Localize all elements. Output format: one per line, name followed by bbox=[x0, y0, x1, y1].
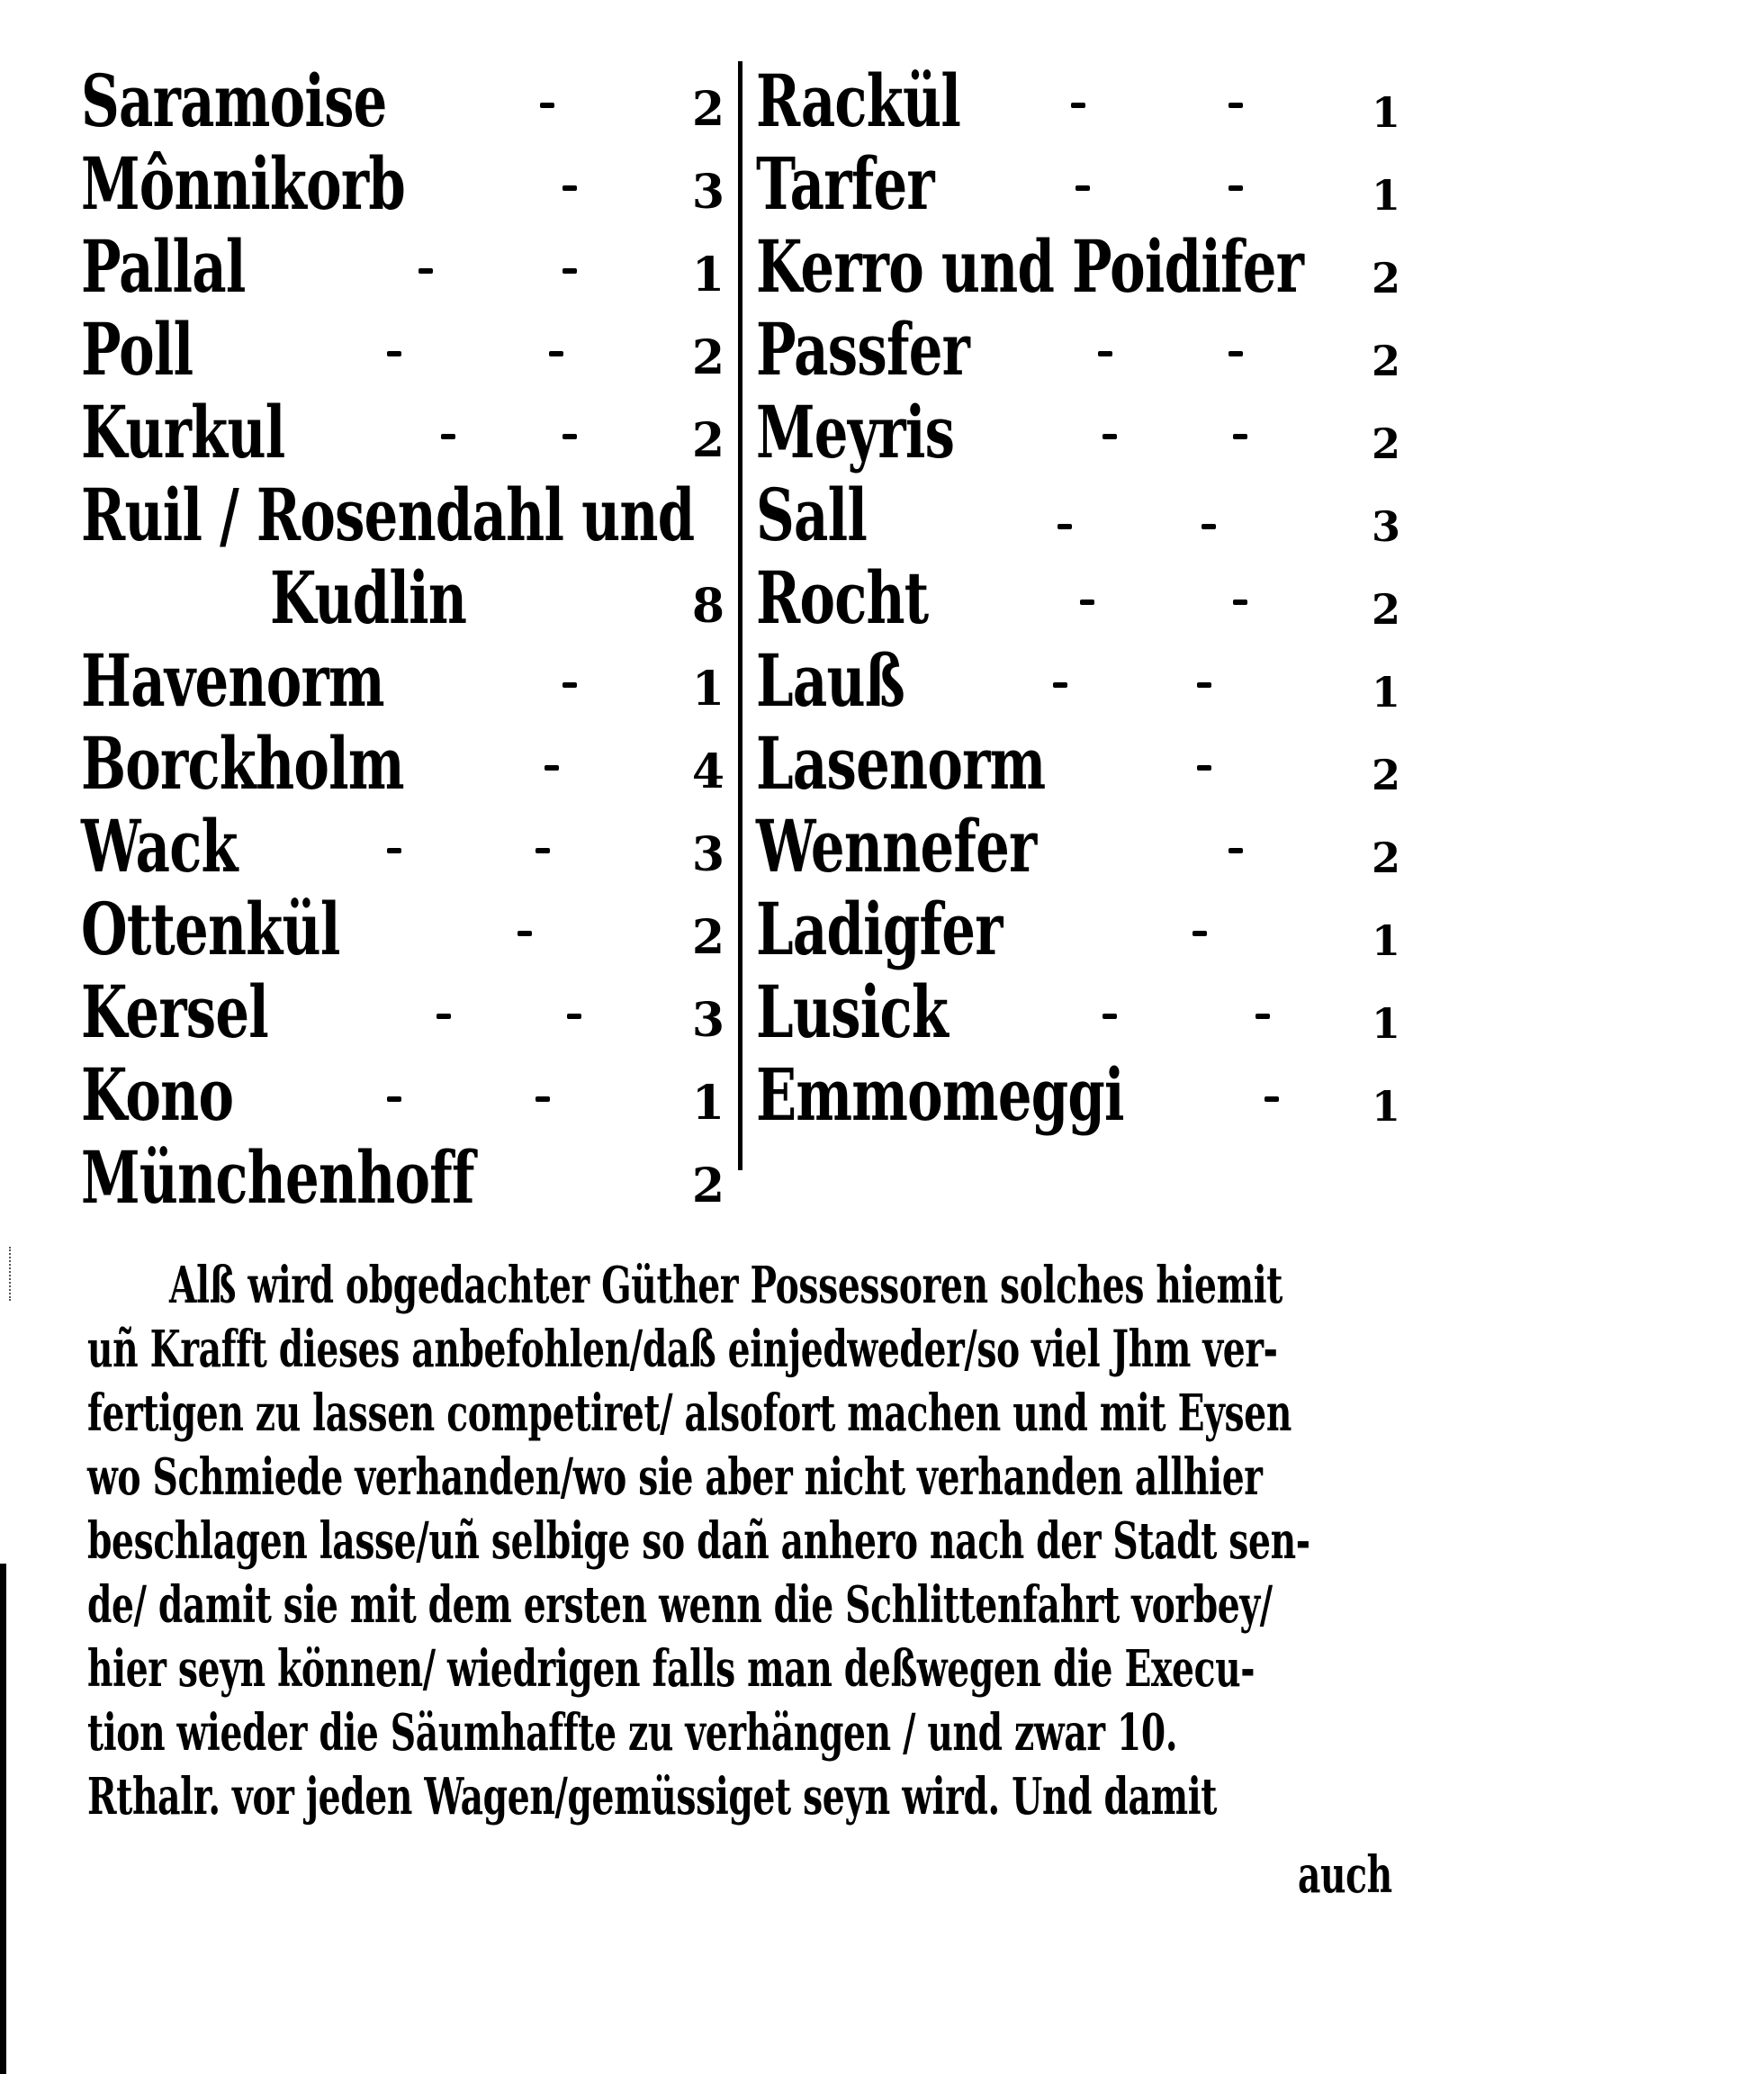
estate-count: 2 bbox=[691, 82, 724, 137]
estate-name: Ottenkül bbox=[81, 887, 340, 971]
list-item bbox=[81, 717, 724, 806]
estate-count: 4 bbox=[691, 744, 724, 799]
list-item bbox=[81, 882, 724, 971]
paragraph-line: beschlagen lasse/uñ selbige so dañ anhero nach der Stadt sen- bbox=[87, 1511, 1310, 1571]
estate-count: 1 bbox=[1371, 88, 1400, 137]
list-item bbox=[81, 1131, 724, 1220]
estate-count: 2 bbox=[1371, 834, 1400, 882]
dash-leader bbox=[1197, 765, 1211, 771]
paragraph-line: hier seyn können/ wiedrigen falls man deßwegen die Execu- bbox=[87, 1639, 1256, 1699]
dash-leader bbox=[1058, 524, 1072, 529]
estate-name: Sall bbox=[756, 473, 868, 557]
list-item bbox=[756, 1048, 1422, 1137]
list-item bbox=[81, 551, 724, 640]
dash-leader bbox=[549, 351, 563, 356]
estate-count: 1 bbox=[1371, 916, 1400, 965]
estate-name: Pallal bbox=[81, 224, 246, 309]
estate-name: Meyris bbox=[756, 390, 955, 474]
list-item bbox=[81, 1048, 724, 1137]
list-item bbox=[756, 799, 1422, 888]
list-item bbox=[81, 385, 724, 474]
dash-leader bbox=[387, 351, 401, 356]
dash-leader bbox=[1076, 185, 1090, 191]
estate-name: Tarfer bbox=[756, 141, 934, 226]
dash-leader bbox=[1233, 434, 1247, 439]
dash-leader bbox=[1233, 600, 1247, 605]
estate-name: Passfer bbox=[756, 307, 970, 392]
list-item bbox=[756, 468, 1422, 557]
list-item bbox=[756, 137, 1422, 226]
column-divider bbox=[738, 61, 742, 1170]
estate-count: 1 bbox=[1371, 1082, 1400, 1131]
estate-count: 2 bbox=[691, 910, 724, 965]
paragraph-line: tion wieder die Säumhaffte zu verhängen / und zwar 10. bbox=[87, 1703, 1178, 1763]
estate-count: 3 bbox=[691, 827, 724, 882]
estate-name: Münchenhoff bbox=[81, 1135, 474, 1220]
estate-name: Kerro und Poidifer bbox=[756, 224, 1304, 309]
scan-margin-specks bbox=[9, 1247, 13, 1301]
estate-count: 1 bbox=[1371, 999, 1400, 1048]
list-item bbox=[81, 634, 724, 723]
estate-count: 2 bbox=[691, 1159, 724, 1213]
dash-leader bbox=[1080, 600, 1094, 605]
estate-count: 1 bbox=[1371, 668, 1400, 717]
dash-leader bbox=[436, 1014, 451, 1019]
estate-count: 1 bbox=[691, 662, 724, 717]
dash-leader bbox=[1192, 931, 1207, 936]
estate-count: 1 bbox=[1371, 171, 1400, 220]
dash-leader bbox=[544, 765, 559, 771]
estate-count: 2 bbox=[691, 330, 724, 385]
dash-leader bbox=[536, 848, 550, 853]
list-item bbox=[81, 468, 724, 557]
list-item bbox=[756, 965, 1422, 1054]
dash-leader bbox=[562, 185, 577, 191]
dash-leader bbox=[518, 931, 532, 936]
dash-leader bbox=[387, 848, 401, 853]
list-item bbox=[81, 965, 724, 1054]
list-item bbox=[756, 54, 1422, 143]
list-item bbox=[81, 799, 724, 888]
paragraph-line: wo Schmiede verhanden/wo sie aber nicht verhanden allhier bbox=[87, 1447, 1263, 1507]
dash-leader bbox=[1264, 1096, 1279, 1102]
dash-leader bbox=[540, 103, 554, 108]
dash-leader bbox=[1102, 434, 1117, 439]
dash-leader bbox=[1228, 351, 1243, 356]
dash-leader bbox=[562, 434, 577, 439]
list-item bbox=[81, 137, 724, 226]
paragraph-line: de/ damit sie mit dem ersten wenn die Schlittenfahrt vorbey/ bbox=[87, 1575, 1273, 1635]
estate-count: 2 bbox=[1371, 419, 1400, 468]
estate-count: 1 bbox=[691, 248, 724, 302]
estate-count: 3 bbox=[1371, 502, 1400, 551]
list-item bbox=[756, 551, 1422, 640]
dash-leader bbox=[387, 1096, 401, 1102]
estate-name: Ladigfer bbox=[756, 887, 1003, 971]
dash-leader bbox=[1071, 103, 1085, 108]
dash-leader bbox=[1102, 1014, 1117, 1019]
dash-leader bbox=[1228, 848, 1243, 853]
list-item bbox=[756, 717, 1422, 806]
estate-name: Lauß bbox=[756, 638, 905, 723]
estate-name: Lasenorm bbox=[756, 721, 1046, 806]
estate-count: 1 bbox=[691, 1076, 724, 1131]
list-item bbox=[756, 302, 1422, 392]
estate-name: Ruil / Rosendahl und bbox=[81, 473, 695, 557]
list-item bbox=[81, 302, 724, 392]
list-item bbox=[756, 220, 1422, 309]
estate-count: 3 bbox=[691, 165, 724, 220]
estate-name: Wennefer bbox=[756, 804, 1037, 888]
dash-leader bbox=[1228, 103, 1243, 108]
estate-count: 3 bbox=[691, 993, 724, 1048]
estate-name: Mônnikorb bbox=[81, 141, 406, 226]
estate-name: Rocht bbox=[756, 555, 929, 640]
estate-name: Kurkul bbox=[81, 390, 285, 474]
dash-leader bbox=[1098, 351, 1112, 356]
dash-leader bbox=[562, 268, 577, 274]
estate-name: Kersel bbox=[81, 969, 269, 1054]
estate-name: Poll bbox=[81, 307, 194, 392]
estate-name: Kono bbox=[81, 1052, 234, 1137]
dash-leader bbox=[1256, 1014, 1270, 1019]
estate-count: 2 bbox=[1371, 751, 1400, 799]
dash-leader bbox=[1053, 682, 1067, 688]
estate-name: Kudlin bbox=[270, 555, 467, 640]
paragraph-line: Alß wird obgedachter Güther Possessoren solches hiemit bbox=[169, 1256, 1283, 1315]
list-item bbox=[756, 634, 1422, 723]
estate-count: 2 bbox=[1371, 254, 1400, 302]
dash-leader bbox=[536, 1096, 550, 1102]
estate-name: Emmomeggi bbox=[756, 1052, 1124, 1137]
estate-name: Saramoise bbox=[81, 59, 387, 143]
dash-leader bbox=[1202, 524, 1216, 529]
page-edge-shadow bbox=[0, 1564, 6, 2074]
dash-leader bbox=[562, 682, 577, 688]
estate-count: 8 bbox=[691, 579, 724, 634]
paragraph-line: Rthalr. vor jeden Wagen/gemüssiget seyn wird. Und damit bbox=[87, 1767, 1218, 1826]
catchword: auch bbox=[1298, 1845, 1392, 1905]
list-item bbox=[756, 882, 1422, 971]
estate-count: 2 bbox=[1371, 337, 1400, 385]
list-item bbox=[81, 54, 724, 143]
dash-leader bbox=[441, 434, 455, 439]
paragraph-line: uñ Krafft dieses anbefohlen/daß einjedweder/so viel Jhm ver- bbox=[87, 1320, 1278, 1379]
estate-count: 2 bbox=[691, 413, 724, 468]
estate-name: Rackül bbox=[756, 59, 961, 143]
estate-name: Lusick bbox=[756, 969, 949, 1054]
list-item bbox=[81, 220, 724, 309]
dash-leader bbox=[1197, 682, 1211, 688]
paragraph-line: fertigen zu lassen competiret/ alsofort machen und mit Eysen bbox=[87, 1384, 1292, 1443]
dash-leader bbox=[567, 1014, 581, 1019]
estate-name: Wack bbox=[81, 804, 238, 888]
estate-name: Havenorm bbox=[81, 638, 384, 723]
estate-name: Borckholm bbox=[81, 721, 404, 806]
list-item bbox=[756, 385, 1422, 474]
dash-leader bbox=[1228, 185, 1243, 191]
dash-leader bbox=[418, 268, 433, 274]
estate-count: 2 bbox=[1371, 585, 1400, 634]
